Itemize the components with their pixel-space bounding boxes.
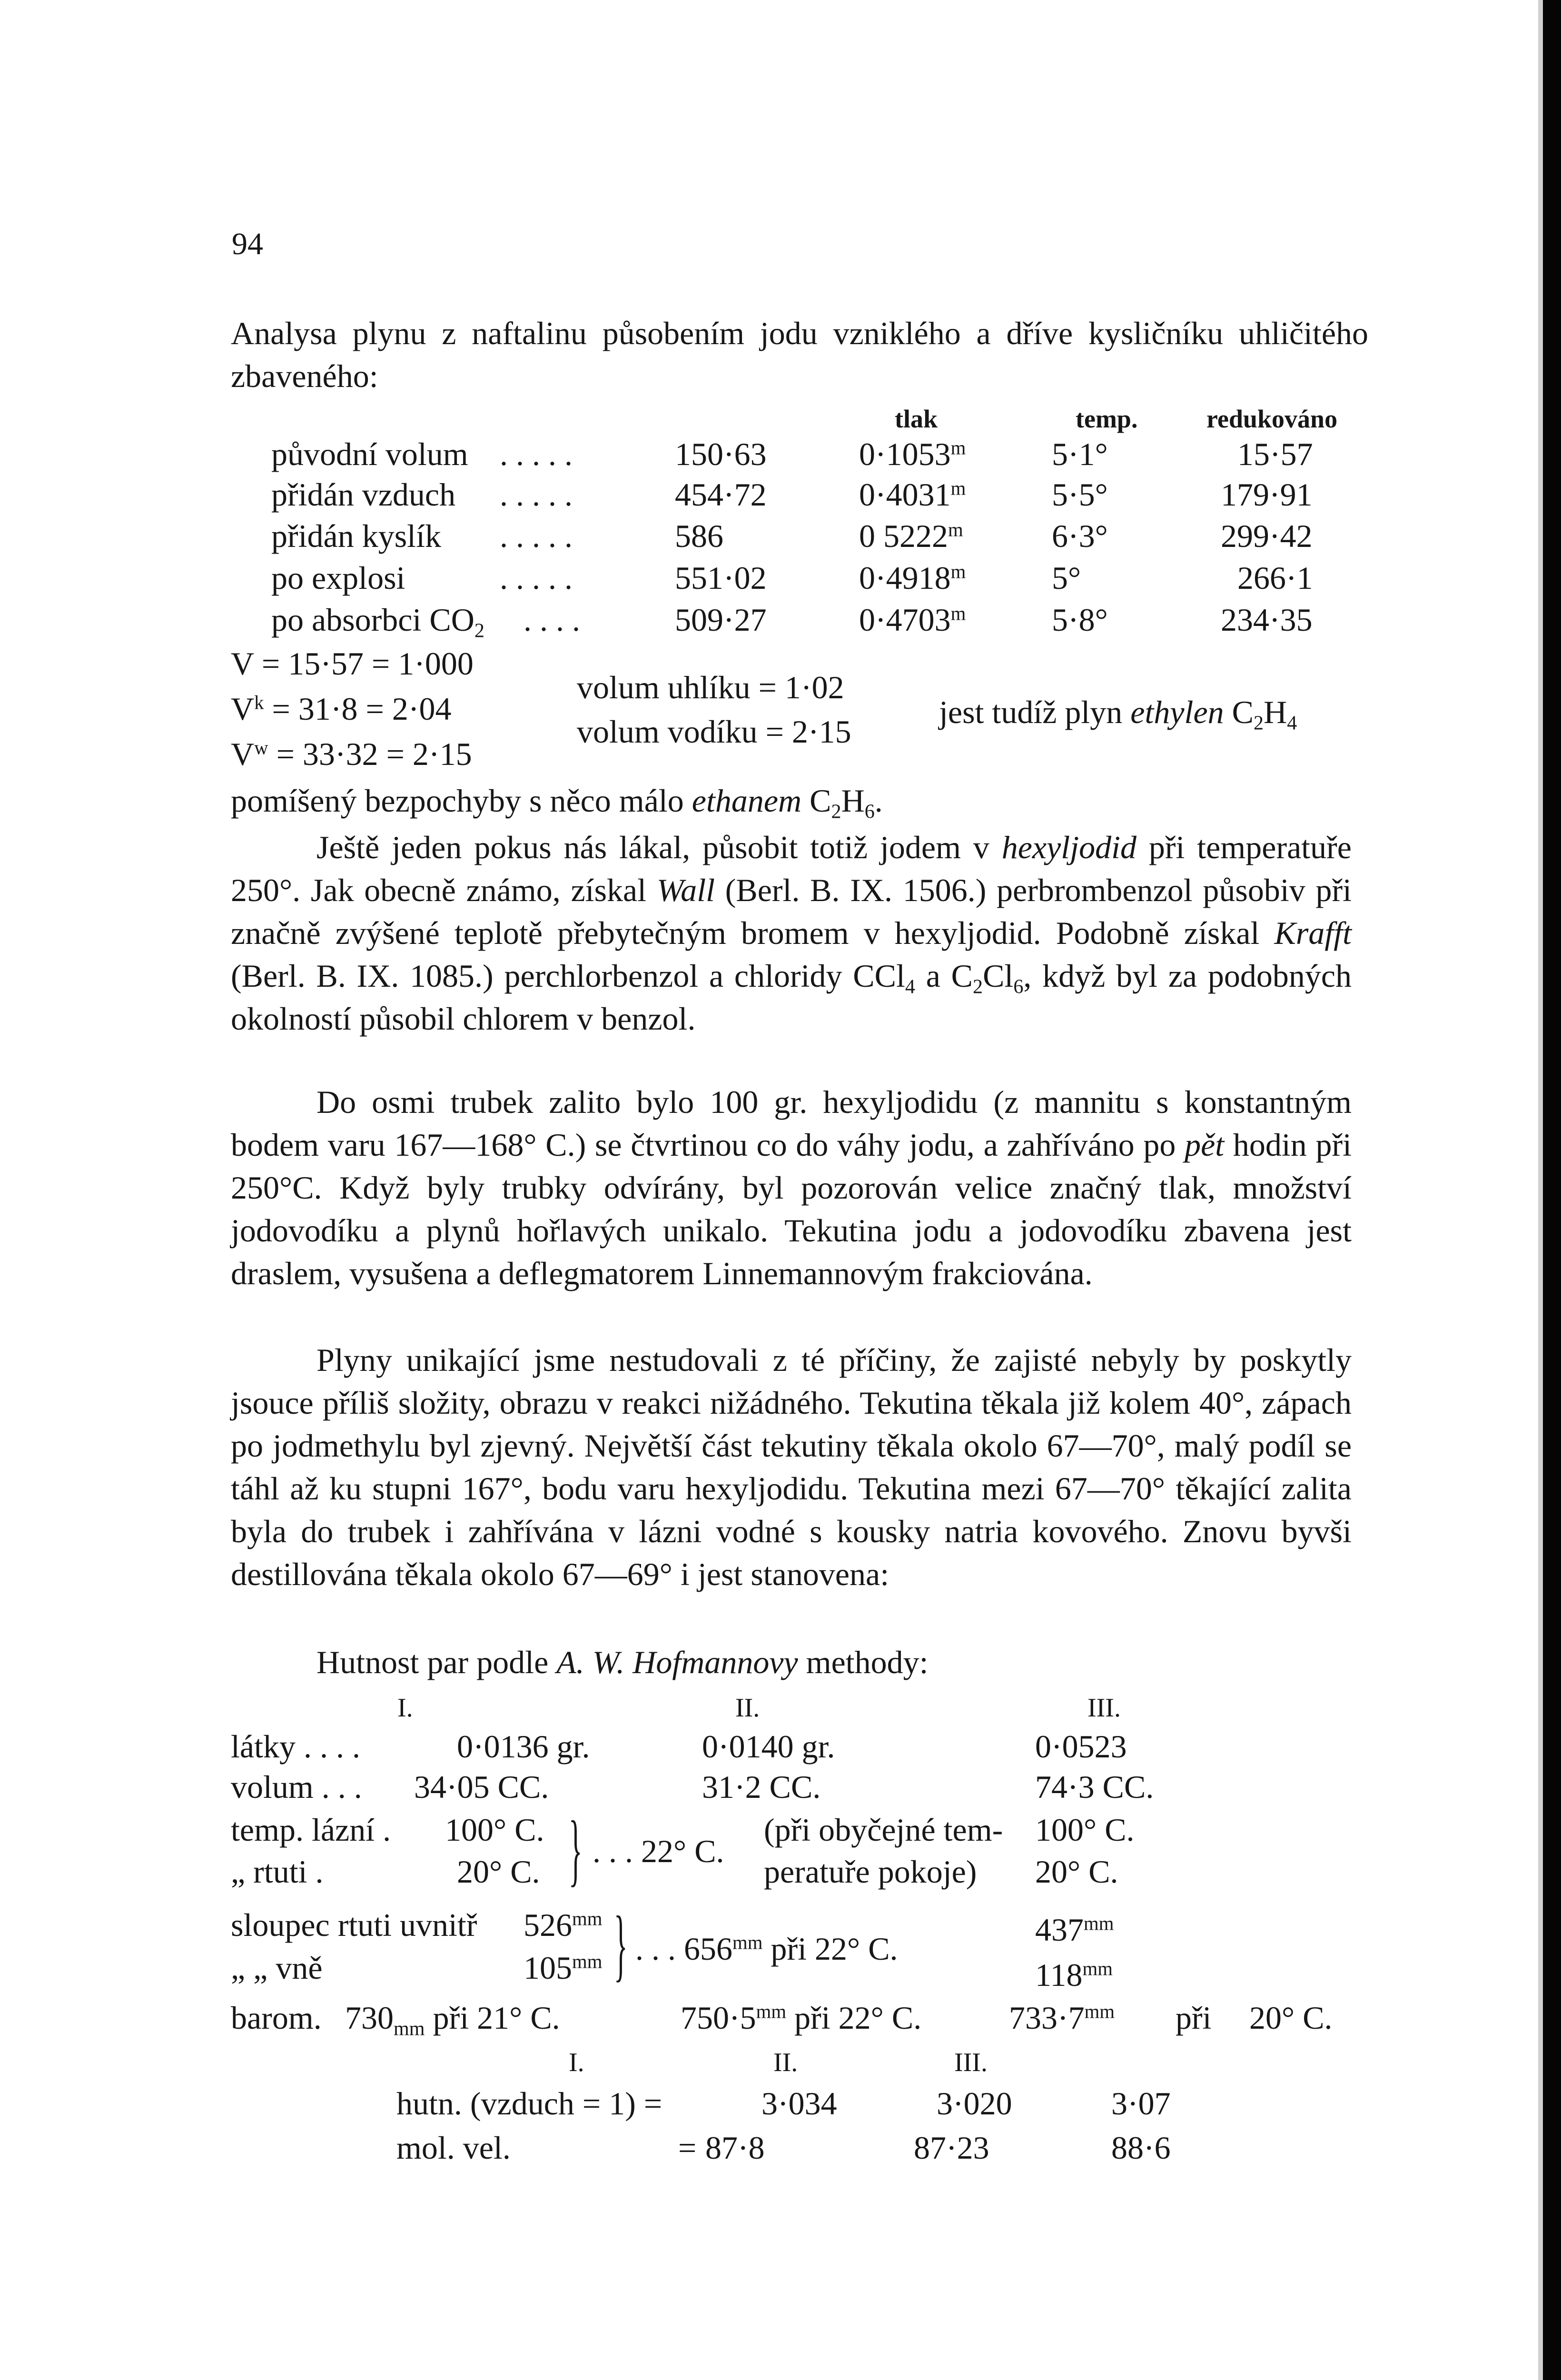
- pressure-unit: m: [950, 603, 966, 625]
- measure-sloupec-in-iii: $437^{mm}$: [1035, 1912, 1114, 1948]
- gas-row-pressure: $0\cdot 1053^m$: [859, 436, 966, 472]
- measure-sloupec-in-i: $526^{mm}$: [524, 1907, 603, 1943]
- gas-row-temp: 6·3°: [1052, 518, 1108, 554]
- col-header-tlak: tlak: [895, 405, 938, 433]
- measure-volum-iii: 74·3 CC.: [1035, 1769, 1154, 1805]
- result-mol-ii: 87·23: [914, 2130, 989, 2166]
- measure-header-ii: II.: [735, 1693, 760, 1723]
- gas-row-volume: 454·72: [675, 476, 767, 513]
- gas-row-reduced: 15·57: [1237, 436, 1313, 472]
- intro-line-1: Analysa plynu z naftalinu působením jodu vzniklého a dříve kysličníku uhličitého zbaveného:: [231, 315, 1368, 394]
- page-number: 94: [232, 227, 263, 261]
- measure-barom-ii: $750\cdot 5^{mm}$ při 22° C.: [681, 2000, 922, 2036]
- measure-temp-note-1: (při obyčejné tem-: [764, 1812, 1003, 1848]
- paragraph-gases: Plyny unikající jsme nestudovali z té příčiny, že zajisté nebyly by poskytly jsouce příliš složity, obrazu v reakci nižádného. Tekutina těkala již kolem 40°, zápach po jodmethylu byl zjevný. Největší část tekutiny těkala okolo 67—70°, malý podíl se táhl až ku stupni 167°, bodu varu hexyljodidu. Tekutina mezi 67—70° těkající zalita byla do trubek i zahřívána v lázni vodné s kousky natria kovového. Znovu byvši destillována těkala okolo 67—69° i jest stanovena:: [231, 1342, 1352, 1592]
- measure-header-i: I.: [397, 1693, 413, 1723]
- paragraph-tubes: Do osmi trubek zalito bylo 100 gr. hexyljodidu (z mannitu s konstantným bodem varu 167—168° C.) se čtvrtinou co do váhy jodu, a zahříváno po pět hodin při 250°C. Když byly trubky odvírány, byl pozorován velice značný tlak, množství jodovodíku a plynů hořlavých unikalo. Tekutina jodu a jodovodíku zbavena jest draslem, vysušena a deflegmatorem Linnemannovým frakciována.: [231, 1084, 1352, 1291]
- measure-temp-note-2: peratuře pokoje): [764, 1854, 977, 1890]
- co2-subscript: 2: [474, 619, 484, 642]
- measure-label-sloupec-out: „ „ vně: [231, 1950, 323, 1986]
- measure-temp-lazni-i: 100° C.: [445, 1812, 544, 1848]
- measure-temp-rtuti-iii: 20° C.: [1035, 1854, 1118, 1890]
- result-mol-eq: =: [678, 2130, 697, 2166]
- measure-label-barom: barom.: [231, 2000, 322, 2036]
- gas-row-volume: 551·02: [675, 560, 767, 596]
- measure-sloupec-out-i: $105^{mm}$: [524, 1950, 603, 1986]
- gas-row-temp: 5·1°: [1052, 436, 1108, 472]
- measure-temp-rtuti-i: 20° C.: [457, 1854, 540, 1890]
- measure-label-volum: volum . . .: [231, 1769, 362, 1805]
- gas-row-reduced: 234·35: [1221, 602, 1313, 638]
- gas-row-dots: . . . . .: [500, 476, 573, 513]
- gas-row-pressure: $0\cdot 4031^m$: [859, 476, 966, 513]
- page-edge-shadow: [1543, 0, 1561, 2380]
- gas-row-label: přidán vzduch: [271, 476, 456, 513]
- mixed-line: pomíšený bezpochyby s něco málo ethanem $C_2H_6$.: [231, 783, 883, 823]
- gas-row-dots: . . . . .: [500, 560, 573, 596]
- measure-barom-iii: $733\cdot 7^{mm}$: [1009, 2000, 1115, 2036]
- result-mol-label: mol. vel.: [396, 2130, 511, 2166]
- measure-volum-i: 34·05 CC.: [414, 1769, 549, 1805]
- measure-latky-iii: 0·0523: [1035, 1728, 1127, 1765]
- pressure-unit: m: [950, 477, 966, 499]
- ratio-vw: $V^w = 33\cdot 32 = 2\cdot 15$: [231, 736, 472, 772]
- gas-row-label: původní volum: [271, 436, 468, 472]
- gas-row-volume: 509·27: [675, 602, 767, 638]
- pressure-unit: m: [950, 437, 966, 459]
- measure-label-temp-lazni: temp. lázní .: [231, 1812, 391, 1848]
- pressure-unit: m: [948, 519, 963, 541]
- gas-row-temp: 5·8°: [1052, 602, 1108, 638]
- measure-temp-ii: . . . 22° C.: [593, 1833, 724, 1869]
- pressure-unit: m: [950, 561, 966, 583]
- result-hutn-i: 3·034: [761, 2085, 837, 2122]
- gas-row-volume: 586: [675, 518, 723, 554]
- gas-row-pressure: 0 5222$^m$: [859, 518, 963, 554]
- gas-row-temp: 5·5°: [1052, 476, 1108, 513]
- measure-sloupec-ii: . . . $656^{mm}$ při 22° C.: [635, 1931, 898, 1967]
- measure-barom-i: $730_{mm}$ při 21° C.: [345, 2000, 560, 2040]
- result-mol-iii: 88·6: [1111, 2130, 1171, 2166]
- gas-row-reduced: 299·42: [1221, 518, 1313, 554]
- result-header-iii: III.: [954, 2048, 988, 2077]
- gas-row-reduced: 266·1: [1237, 560, 1313, 596]
- ratio-hydrogen: volum vodíku = 2·15: [577, 714, 851, 750]
- ratio-vk: $V^k = 31\cdot 8 = 2\cdot 04$: [231, 691, 452, 727]
- intro-text: [231, 312, 1368, 397]
- measure-latky-ii: 0·0140 gr.: [702, 1728, 835, 1765]
- gas-row-dots: . . . .: [524, 602, 580, 638]
- gas-row-temp: 5°: [1052, 560, 1081, 596]
- page-edge-highlight: [1538, 0, 1543, 2380]
- brace-sloupec: }: [614, 1900, 628, 1989]
- ratio-v: V = 15·57 = 1·000: [231, 645, 474, 682]
- measure-label-temp-rtuti: „ rtuti .: [231, 1854, 324, 1890]
- result-mol-i: 87·8: [705, 2130, 765, 2166]
- gas-row-dots: . . . . .: [500, 518, 573, 554]
- measure-temp-lazni-iii: 100° C.: [1035, 1812, 1135, 1848]
- measure-sloupec-out-iii: $118^{mm}$: [1035, 1957, 1113, 1993]
- measure-header-iii: III.: [1087, 1693, 1121, 1723]
- ratio-carbon: volum uhlíku = 1·02: [577, 669, 844, 705]
- measure-volum-ii: 31·2 CC.: [702, 1769, 821, 1805]
- ratio-conclusion: jest tudíž plyn ethylen $C_2H_4$: [939, 694, 1297, 734]
- measure-label-sloupec-in: sloupec rtuti uvnitř: [231, 1907, 477, 1943]
- paragraph-hexyljodid: Ještě jeden pokus nás lákal, působit totiž jodem v hexyljodid při temperatuře 250°. Jak obecně známo, získal Wall (Berl. B. IX. 1506.) perbrombenzol působiv při značně zvýšené teplotě přebytečným bromem v hexyljodid. Podobně získal Krafft (Berl. B. IX. 1085.) perchlorbenzol a chloridy CCl$_4$ a $C_2Cl_6$, když byl za podobných okolností působil chlorem v benzol.: [231, 829, 1352, 1037]
- measure-latky-i: 0·0136 gr.: [457, 1728, 590, 1765]
- result-header-ii: II.: [773, 2048, 798, 2077]
- gas-row-label: přidán kyslík: [271, 518, 441, 554]
- gas-row-dots: . . . . .: [500, 436, 573, 472]
- result-header-i: I.: [569, 2048, 584, 2077]
- result-hutn-iii: 3·07: [1111, 2085, 1171, 2122]
- result-hutn-ii: 3·020: [937, 2085, 1012, 2122]
- density-intro: Hutnost par podle A. W. Hofmannovy methody:: [316, 1644, 929, 1680]
- measure-label-latky: látky . . . .: [231, 1728, 360, 1765]
- measure-barom-iii-temp: 20° C.: [1249, 2000, 1333, 2036]
- gas-row-pressure: $0\cdot 4918^m$: [859, 560, 966, 596]
- gas-row-volume: 150·63: [675, 436, 767, 472]
- result-hutn-label: hutn. (vzduch = 1) =: [396, 2085, 662, 2122]
- col-header-redukovano: redukováno: [1206, 405, 1338, 433]
- gas-row-label: po absorbci $CO_2$: [271, 602, 484, 642]
- col-header-temp: temp.: [1076, 405, 1138, 433]
- gas-row-pressure: $0\cdot 4703^m$: [859, 602, 966, 638]
- gas-row-reduced: 179·91: [1221, 476, 1313, 513]
- brace-temp: }: [569, 1805, 583, 1894]
- gas-row-label: po explosi: [271, 560, 405, 596]
- measure-barom-iii-pri: při: [1176, 2000, 1212, 2036]
